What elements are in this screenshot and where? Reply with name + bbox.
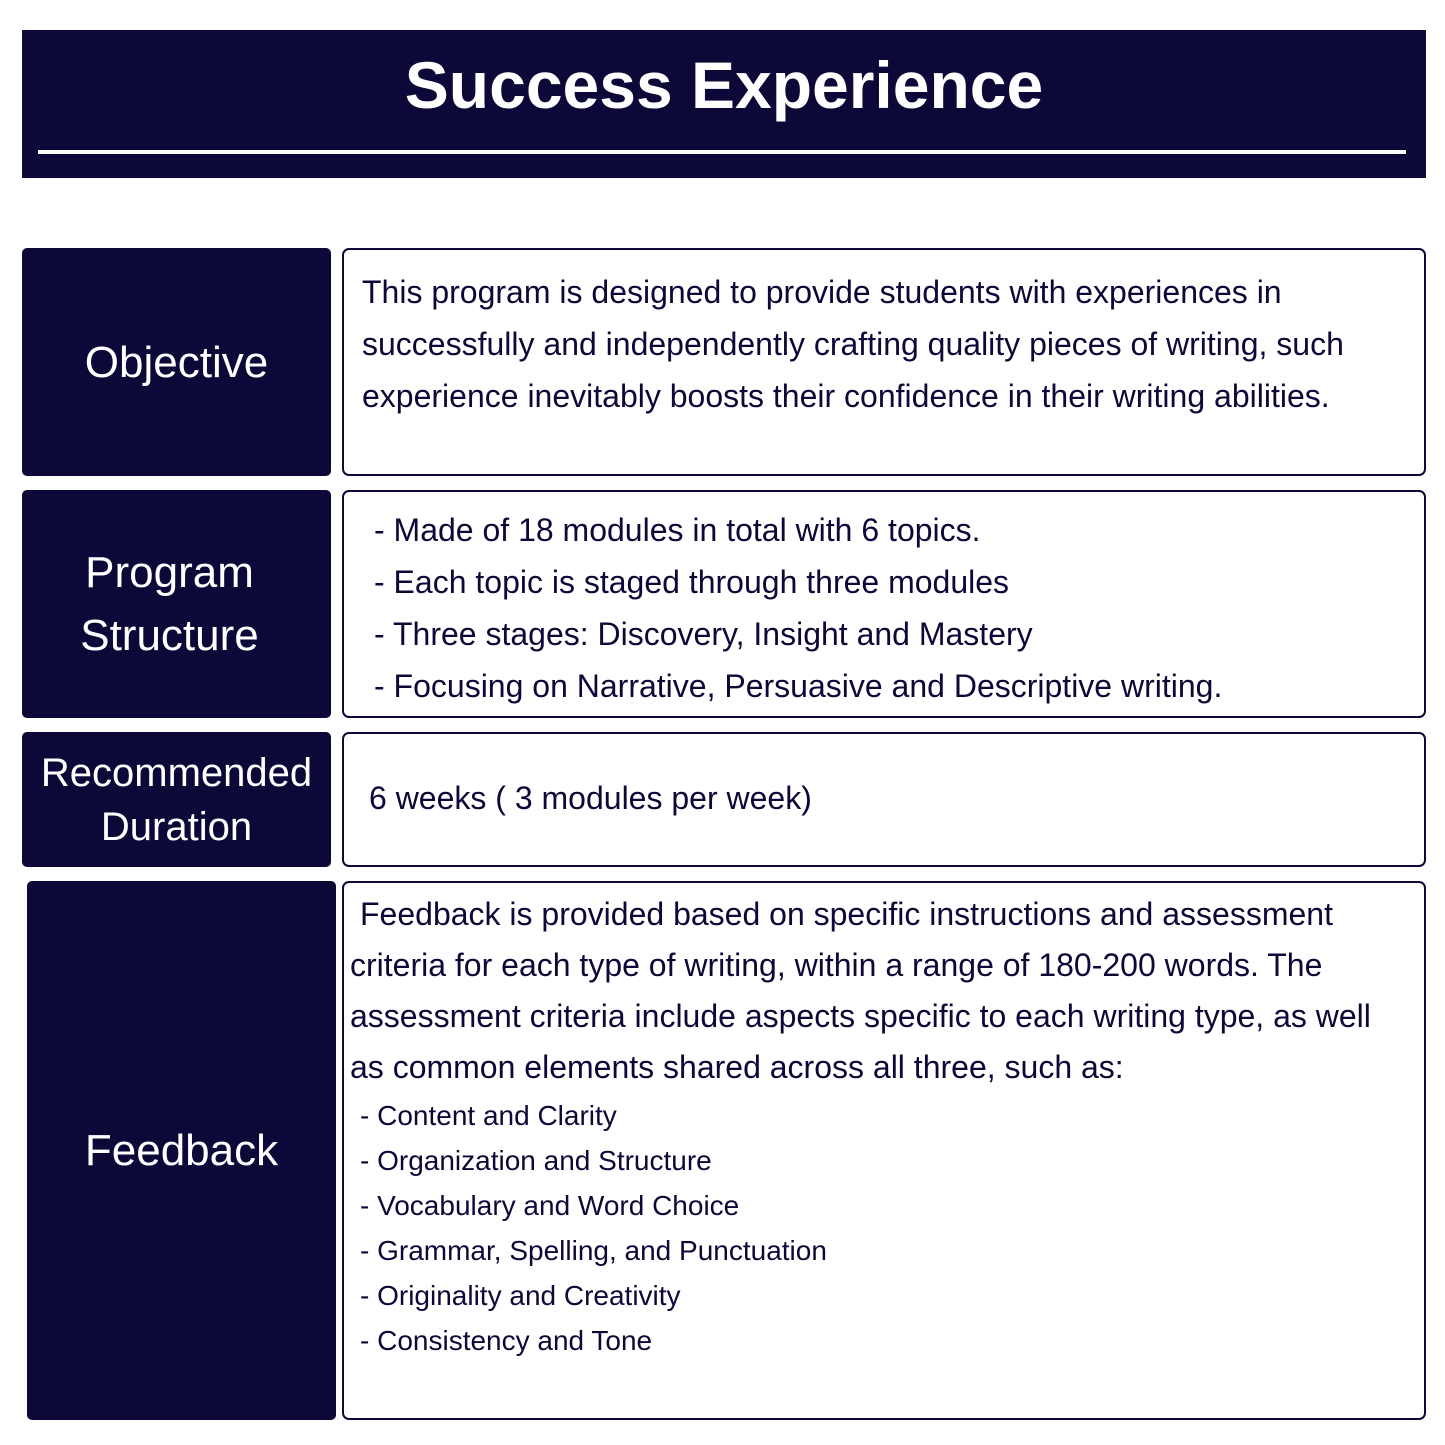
list-item: - Originality and Creativity (360, 1280, 681, 1311)
objective-label-box (22, 248, 331, 476)
list-item: - Focusing on Narrative, Persuasive and Descriptive writing. (374, 668, 1223, 704)
list-item: - Consistency and Tone (360, 1325, 653, 1356)
list-item: - Vocabulary and Word Choice (360, 1190, 740, 1221)
structure-label-box (22, 490, 331, 718)
list-item: - Three stages: Discovery, Insight and Mastery (374, 616, 1033, 652)
feedback-criteria-list (350, 1093, 1410, 1363)
objective-text: This program is designed to provide students with experiences in successfully and independently crafting quality pieces of writing, such experience inevitably boosts their confidence in their writing abilities. (362, 274, 1344, 414)
list-item: - Each topic is staged through three modules (374, 564, 1010, 600)
structure-label: Program Structure (80, 548, 259, 660)
duration-text: 6 weeks ( 3 modules per week) (369, 780, 812, 816)
duration-content-box (342, 732, 1426, 867)
header-divider (38, 150, 1406, 154)
feedback-label: Feedback (84, 1126, 279, 1175)
duration-label-box (22, 732, 331, 867)
page-title: Success Experience (404, 48, 1044, 122)
list-item: - Content and Clarity (360, 1100, 617, 1131)
feedback-text: Feedback is provided based on specific instructions and assessment criteria for each type of writing, within a range of 180-200 words. The assessment criteria include aspects specific to each writing type, as well as common elements shared across all three, such as: (350, 896, 1371, 1085)
list-item: - Organization and Structure (360, 1145, 712, 1176)
objective-content-box (342, 248, 1426, 476)
structure-content-box (342, 490, 1426, 718)
feedback-content-box (342, 881, 1426, 1420)
list-item: - Grammar, Spelling, and Punctuation (360, 1235, 827, 1266)
objective-label: Objective (84, 337, 269, 387)
feedback-label-box (27, 881, 336, 1420)
duration-label: Recommended Duration (40, 750, 313, 849)
list-item: - Made of 18 modules in total with 6 topics. (374, 512, 981, 548)
structure-list (374, 504, 1414, 712)
header-banner (22, 30, 1426, 178)
